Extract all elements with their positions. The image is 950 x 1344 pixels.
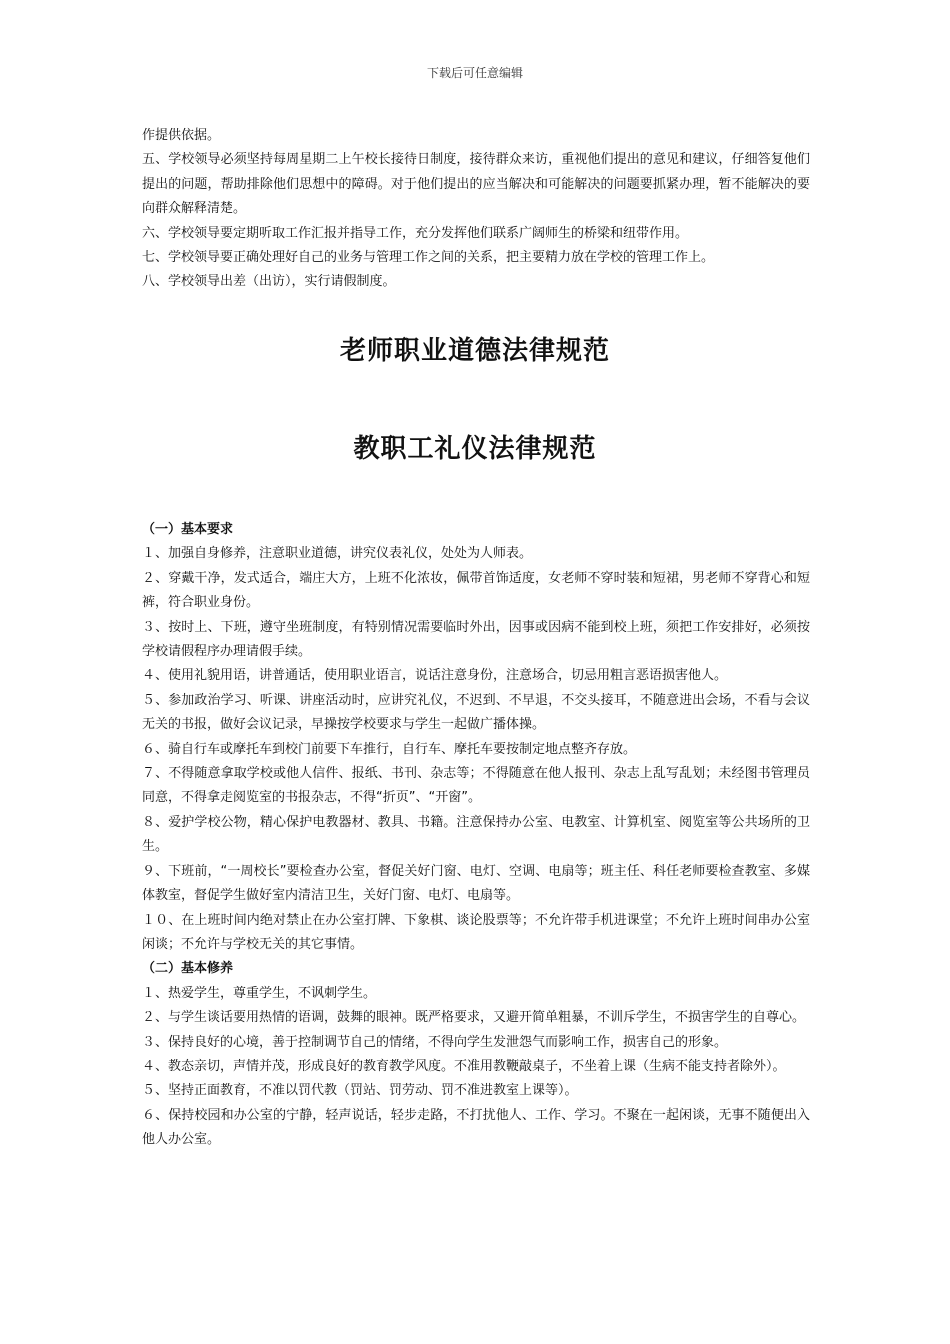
page-header: 下载后可任意编辑	[426, 66, 523, 80]
list-item: ５、坚持正面教育，不准以罚代教（罚站、罚劳动、罚不准进教室上课等）。	[142, 1083, 578, 1099]
list-item: ９、下班前，“一周校长”要检查办公室，督促关好门窗、电灯、空调、电扇等；班主任、科任老师要检查教室、多媒体教室，督促学生做好室内清洁卫生，关好门窗、电灯、电扇等。	[142, 863, 810, 904]
list-item: ４、教态亲切，声情并茂，形成良好的教育教学风度。不准用教鞭敲桌子，不坐着上课（生病不能支持者除外）。	[142, 1058, 786, 1074]
list-item: ３、按时上、下班，遵守坐班制度，有特别情况需要临时外出，因事或因病不能到校上班，须把工作安排好，必须按学校请假程序办理请假手续。	[142, 619, 810, 660]
list-item: ２、穿戴干净，发式适合，端庄大方，上班不化浓妆，佩带首饰适度，女老师不穿时装和短裙，男老师不穿背心和短裤，符合职业身份。	[142, 570, 810, 611]
intro-paragraph: 六、学校领导要定期听取工作汇报并指导工作，充分发挥他们联系广阔师生的桥梁和纽带作用。	[142, 225, 689, 241]
document-title-etiquette: 教职工礼仪法律规范	[353, 434, 597, 464]
section-heading-basic-requirements: （一）基本要求	[142, 522, 234, 537]
list-item: １、热爱学生，尊重学生，不讽刺学生。	[142, 985, 377, 1001]
list-item: ８、爱护学校公物，精心保护电教器材、教具、书籍。注意保持办公室、电教室、计算机室、阅览室等公共场所的卫生。	[142, 814, 810, 855]
intro-section	[142, 124, 810, 295]
list-item: ６、保持校园和办公室的宁静，轻声说话，轻步走路，不打扰他人、工作、学习。不聚在一起闲谈，无事不随便出入他人办公室。	[142, 1107, 810, 1148]
intro-paragraph: 五、学校领导必须坚持每周星期二上午校长接待日制度，接待群众来访，重视他们提出的意见和建议，仔细答复他们提出的问题，帮助排除他们思想中的障碍。对于他们提出的应当解决和可能解决的问题要抓紧办理，暂不能解决的要向群众解释清楚。	[142, 152, 810, 217]
intro-paragraph: 七、学校领导要正确处理好自己的业务与管理工作之间的关系，把主要精力放在学校的管理工作上。	[142, 250, 715, 266]
list-item: ７、不得随意拿取学校或他人信件、报纸、书刊、杂志等；不得随意在他人报刊、杂志上乱写乱划；未经图书管理员同意，不得拿走阅览室的书报杂志，不得“折页”、“开窗”。	[142, 766, 810, 806]
document-title-ethics: 老师职业道德法律规范	[339, 336, 610, 366]
list-item: ４、使用礼貌用语，讲普通话，使用职业语言，说话注意身份，注意场合，切忌用粗言恶语损害他人。	[142, 668, 728, 684]
etiquette-section	[142, 518, 810, 1153]
intro-paragraph: 八、学校领导出差（出访），实行请假制度。	[142, 274, 396, 290]
list-item: １０、在上班时间内绝对禁止在办公室打牌、下象棋、谈论股票等；不允许带手机进课堂；不允许上班时间串办公室闲谈；不允许与学校无关的其它事情。	[142, 912, 810, 952]
list-item: ２、与学生谈话要用热情的语调，鼓舞的眼神。既严格要求，又避开简单粗暴，不训斥学生，不损害学生的自尊心。	[142, 1010, 806, 1026]
list-item: ６、骑自行车或摩托车到校门前要下车推行，自行车、摩托车要按制定地点整齐存放。	[142, 741, 637, 757]
section-heading-basic-cultivation: （二）基本修养	[142, 961, 234, 977]
intro-paragraph: 作提供依据。	[142, 128, 221, 143]
list-item: ３、保持良好的心境，善于控制调节自己的情绪，不得向学生发泄怨气而影响工作，损害自己的形象。	[142, 1034, 728, 1050]
list-item: １、加强自身修养，注意职业道德，讲究仪表礼仪，处处为人师表。	[142, 546, 533, 562]
list-item: ５、参加政治学习、听课、讲座活动时，应讲究礼仪，不迟到、不早退，不交头接耳，不随意进出会场，不看与会议无关的书报，做好会议记录，早操按学校要求与学生一起做广播体操。	[142, 692, 810, 733]
